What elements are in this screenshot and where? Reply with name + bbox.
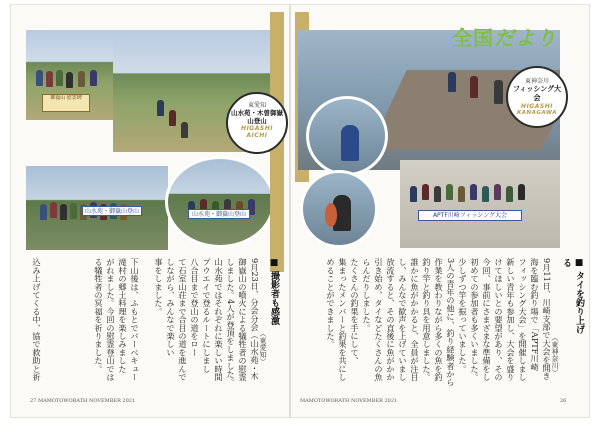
photo-group-circle-left (165, 156, 275, 248)
left-heading-sub: （東愛知） (259, 330, 267, 365)
right-body-col-18: 集まったメンバーと釣果を共にし (338, 258, 348, 381)
left-body-col-2: 御嶽山の噴火による犠牲者の慰霊 (238, 258, 248, 381)
right-heading-sub: （東神奈川） (551, 334, 559, 376)
left-body-col-6: 八合目まで登山の道をロー (190, 258, 200, 357)
fishing-banner: APTF川崎フィッシング大会 (418, 210, 522, 221)
right-page-number: 26 (560, 398, 567, 404)
right-body-col-8: 少しずつ竿を振っていました。 (458, 258, 468, 373)
right-mag-name: MAMOTOWORATH (300, 398, 350, 404)
event-label-right: フィッシング大会 (512, 85, 562, 102)
right-body-col-16: らんだりしました。 (362, 258, 372, 332)
right-body-col-5: けてほしいとの要望があり、その (494, 258, 504, 381)
event-label: 山水苑・木曽御嶽山登山 (231, 109, 283, 125)
right-footer (300, 398, 397, 404)
region-roma-right-1: HIGASHI (521, 103, 553, 110)
right-body-col-6: 今回、事前にさまざまな準備をし (482, 258, 492, 381)
left-heading: ■ 撮影者も感激 (269, 258, 279, 326)
right-body-col-4: 新しい青年も参加し、大会を盛り (506, 258, 516, 381)
right-body-col-1: 9月11日、川崎支部で大会を開き (542, 258, 552, 381)
left-footer (30, 398, 135, 404)
right-body-col-7: 初めての参加者も多くいました。 (470, 258, 480, 381)
left-body-col-14: 込み上げてくる中、協で救助と祈 (32, 258, 42, 381)
right-body-col-11: 釣り竿と釣り具を用意しました。 (422, 258, 432, 381)
right-body-col-9: 3人の青年の他に、釣り経験者から (446, 258, 456, 387)
photo-hiking-trail (26, 30, 113, 120)
left-body-col-1: 9月23日、分会分会（山水苑・木 (250, 258, 260, 381)
page-gutter (289, 4, 291, 418)
title-zenkoku: 全国 (452, 26, 494, 50)
group-banner: 山水苑・御嶽山登山 (82, 206, 142, 216)
left-body-col-10: 下山後は、ふもとでバーベキュー (130, 258, 140, 381)
left-mag-name: MAMOTOWORATH (37, 398, 88, 404)
right-body-col-17: たくさんの釣果を手にして、 (350, 258, 360, 365)
right-body-col-13: し、みんなで歓声を上げていまし (398, 258, 408, 381)
event-label-higashi-kanagawa (506, 66, 568, 128)
right-body-col-2: 海を臨む釣り場で「APTF川崎 (530, 258, 540, 371)
left-body-col-9: 事をしました。 (154, 258, 164, 316)
left-body-col-7: て石室山荘まで合目の道を進んで (178, 258, 188, 381)
left-body-col-12: がれました。今回の慰霊登山では (106, 258, 116, 381)
photo-group-summit (26, 166, 168, 250)
right-footer-date: NOVEMBER 2021 (351, 398, 398, 404)
right-body-col-12: 誰かに魚がかかると、全員が注目 (410, 258, 420, 381)
region-roma-1: HIGASHI (241, 125, 273, 132)
photo-fish-catch-circle (300, 170, 378, 248)
left-body-col-11: 滝村の郷土料理を楽しみました (118, 258, 128, 373)
left-body-col-13: る犠牲者の冥福を祈りました。 (94, 258, 104, 373)
photo-fishing-group (400, 160, 560, 248)
right-heading: ■ タイを釣り上げる (561, 258, 584, 335)
right-body-col-3: フィッシング大会」を開催しまし (518, 258, 528, 381)
right-body-col-10: 作業を教わりながら多くの魚を釣 (434, 258, 444, 381)
left-body-col-8: しながら、みんなで楽しい (166, 258, 176, 357)
left-body-col-4: 山水苑ではそれぞれに楽しい時間 (214, 258, 224, 381)
region-roma-right-2: KANAGAWA (517, 110, 557, 116)
right-body-col-14: 放流すると、その直後に魚がかか (386, 258, 396, 381)
photo-angler-circle (306, 96, 388, 176)
group-banner-2: 山水苑・御嶽山登山 (188, 209, 250, 219)
left-body-col-3: しました。4人が登頂をしました。 (226, 258, 236, 387)
right-body-col-15: 引き始め、タイなどたくさんの魚 (374, 258, 384, 381)
region-label-right: 東神奈川 (524, 78, 549, 85)
page-title (452, 22, 557, 51)
right-body-col-19: めることができました。 (326, 258, 336, 349)
title-dayori: だより (494, 26, 557, 50)
left-page-number: 27 (30, 398, 37, 404)
region-label: 東愛知 (247, 102, 266, 109)
event-label-higashi-aichi (226, 92, 288, 154)
memorial-sign: 御嶽山 慰霊碑 (42, 94, 90, 112)
region-roma-2: AICHI (246, 132, 268, 139)
left-footer-date: NOVEMBER 2021 (88, 398, 136, 404)
left-body-col-5: プウエイで登るルートにしまし (202, 258, 212, 373)
